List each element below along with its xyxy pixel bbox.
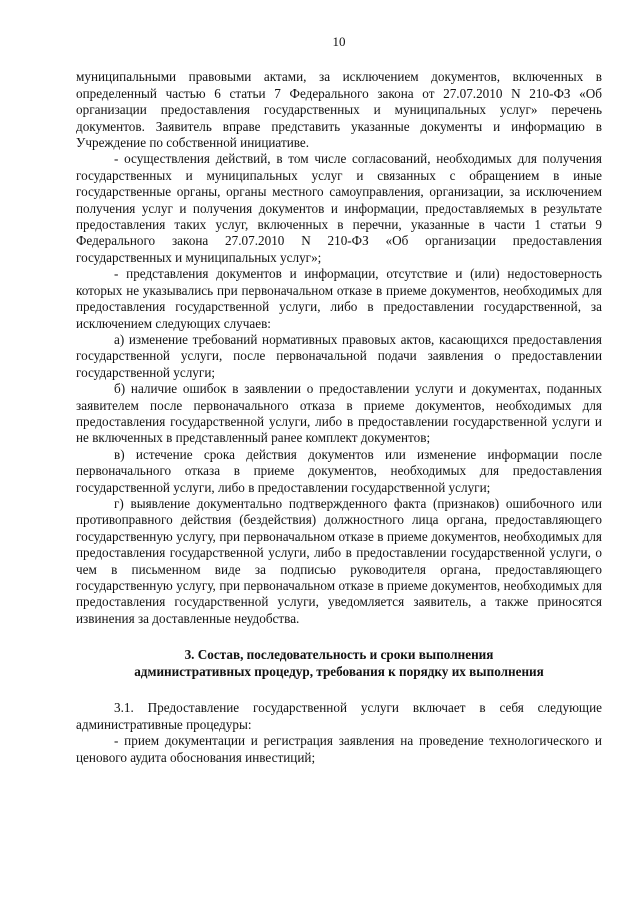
- paragraph-2: - осуществления действий, в том числе согласований, необходимых для получения государственных и муниципальных услуг и связанных с обращением в иные государственные органы, органы местного самоуправления, организации, за исключением получения услуг и получения документов и информации, предоставляемых в результате предоставления таких услуг, включенных в перечни, указанные в части 1 статьи 9 Федерального закона 27.07.2010 N 210-ФЗ «Об организации предоставления государственных и муниципальных услуг»;: [76, 151, 602, 265]
- paragraph-4: а) изменение требований нормативных правовых актов, касающихся предоставления государственной услуги, после первоначальной подачи заявления о предоставлении государственной услуги;: [76, 331, 602, 380]
- paragraph-3: - представления документов и информации, отсутствие и (или) недостоверность которых не указывались при первоначальном отказе в приеме документов, необходимых для предоставления государственной услуги, либо в предоставлении государственной, за исключением следующих случаев:: [76, 266, 602, 331]
- paragraph-7: г) выявление документально подтвержденного факта (признаков) ошибочного или противоправного действия (бездействия) должностного лица органа, предоставляющего государственную услугу, при первоначальном отказе в приеме документов, необходимых для предоставления государственной услуги, либо в предоставлении государственной услуги, о чем в письменном виде за подписью руководителя органа, предоставляющего государственную услугу, при первоначальном отказе в приеме документов, необходимых для предоставления государственной услуги, уведомляется заявитель, а также приносятся извинения за доставленные неудобства.: [76, 495, 602, 626]
- paragraph-1: муниципальными правовыми актами, за исключением документов, включенных в определенный частью 6 статьи 7 Федерального закона от 27.07.2010 N 210-ФЗ «Об организации предоставления государственных и муниципальных услуг» перечень документов. Заявитель вправе представить указанные документы и информацию в Учреждение по собственной инициативе.: [76, 69, 602, 151]
- section-heading-line-2: административных процедур, требования к порядку их выполнения: [134, 663, 544, 679]
- paragraph-5: б) наличие ошибок в заявлении о предоставлении услуги и документах, поданных заявителем после первоначального отказа в приеме документов, необходимых для предоставления государственной услуги, либо в предоставлении государственной услуги и не включенных в представленный ранее комплект документов;: [76, 381, 602, 446]
- paragraph-6: в) истечение срока действия документов или изменение информации после первоначального отказа в приеме документов, необходимых для предоставления государственной услуги, либо в предоставлении государственной услуги;: [76, 446, 602, 495]
- page-number: 10: [332, 34, 346, 49]
- body-text: [76, 69, 602, 627]
- section-body: [76, 700, 602, 766]
- section-heading: [76, 647, 602, 680]
- section-paragraph-2: - прием документации и регистрация заявления на проведение технологического и ценового аудита обоснования инвестиций;: [76, 733, 602, 765]
- section-heading-line-1: 3. Состав, последовательность и сроки выполнения: [184, 647, 494, 663]
- section-paragraph-1: 3.1. Предоставление государственной услуги включает в себя следующие административные процедуры:: [76, 700, 602, 732]
